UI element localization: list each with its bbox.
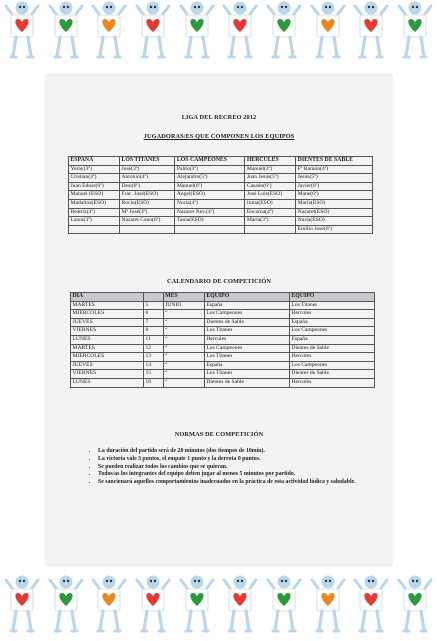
match-row <box>71 318 375 327</box>
table-cell: Rocío(ESO) <box>119 199 174 208</box>
teams-heading: JUGADORAS/ES QUE COMPONEN LOS EQUIPOS <box>143 133 295 140</box>
table-cell: España <box>204 301 289 310</box>
table-cell: Casado(6º) <box>245 182 296 191</box>
table-cell: Los Campeones <box>289 327 374 336</box>
table-cell: Desi(6º) <box>119 182 174 191</box>
table-cell: Juan Jesús(5º) <box>245 174 296 183</box>
kid-holding-heart-icon <box>2 0 42 67</box>
match-row <box>71 378 375 387</box>
decorative-border-top <box>0 0 437 66</box>
column-header: EQUIPO <box>289 293 374 302</box>
match-row <box>71 301 375 310</box>
table-cell: Manuel(6º) <box>175 182 245 191</box>
table-cell: Emilio José(6º) <box>296 225 373 234</box>
table-cell: “ <box>163 318 204 327</box>
team-row <box>69 217 373 226</box>
column-header: DIENTES DE SABLE <box>296 157 373 166</box>
team-row <box>69 174 373 183</box>
kid-holding-heart-icon <box>264 574 304 641</box>
kid-holding-heart-icon <box>177 574 217 641</box>
kid-holding-heart-icon <box>133 0 173 67</box>
kid-holding-heart-icon <box>264 0 304 67</box>
kid-holding-heart-icon <box>351 574 391 641</box>
table-cell: “ <box>163 344 204 353</box>
kid-holding-heart-icon <box>177 0 217 67</box>
table-cell <box>175 225 245 234</box>
table-cell: Los Campeones <box>204 344 289 353</box>
table-cell: 13 <box>144 353 164 362</box>
match-row <box>71 361 375 370</box>
table-cell: Antonio(4º) <box>119 174 174 183</box>
table-cell: “ <box>163 310 204 319</box>
table-cell: Alejandro(5º) <box>175 174 245 183</box>
table-cell: Encarna(4º) <box>245 208 296 217</box>
column-header: ESPAÑA <box>69 157 120 166</box>
match-row <box>71 344 375 353</box>
kid-holding-heart-icon <box>395 0 435 67</box>
table-cell: Manuel (ESO) <box>69 191 120 200</box>
table-cell: Laura(3º) <box>69 217 120 226</box>
table-cell: Nazaret Nev.(4º) <box>175 208 245 217</box>
decorative-border-bottom <box>0 574 437 640</box>
table-cell: Los Campeones <box>289 361 374 370</box>
table-cell: Fº Ramón(4º) <box>296 165 373 174</box>
kid-holding-heart-icon <box>2 574 42 641</box>
kid-holding-heart-icon <box>220 574 260 641</box>
rules-list <box>86 448 388 487</box>
rule-item: • Todos/as los integrantes del equipo deben jugar al menos 5 minutos por partido. <box>98 471 388 479</box>
table-cell: María(3º) <box>245 217 296 226</box>
team-row <box>69 199 373 208</box>
table-cell: Madalina(ESO) <box>69 199 120 208</box>
match-row <box>71 353 375 362</box>
table-cell: Los Titanes <box>204 370 289 379</box>
table-cell: Los Campeones <box>204 310 289 319</box>
table-cell <box>245 225 296 234</box>
rule-item: • Se pueden realizar todos los cambios que se quieran. <box>98 464 388 472</box>
kid-holding-heart-icon <box>89 574 129 641</box>
table-cell: José(3º) <box>119 165 174 174</box>
table-cell: Los Titanes <box>289 301 374 310</box>
table-cell: Hercules <box>289 310 374 319</box>
table-cell: MIERCOLES <box>71 310 144 319</box>
column-header: MES <box>163 293 204 302</box>
table-cell: “ <box>163 335 204 344</box>
table-cell: Dientes de Sable <box>204 378 289 387</box>
table-cell: Hercules <box>289 378 374 387</box>
table-cell: MARTES <box>71 301 144 310</box>
table-cell: MARTES <box>71 344 144 353</box>
table-cell: 14 <box>144 361 164 370</box>
teams-table <box>68 156 373 234</box>
match-row <box>71 310 375 319</box>
table-cell: Frac. José(ESO) <box>119 191 174 200</box>
table-cell: Beatriz(4º) <box>69 208 120 217</box>
table-cell: España <box>289 318 374 327</box>
table-cell: Inma(ESO) <box>245 199 296 208</box>
table-cell: Dientes de Sable <box>204 318 289 327</box>
table-cell: Ángel(ESO) <box>175 191 245 200</box>
table-cell: Manuel(3º) <box>245 165 296 174</box>
table-cell: 11 <box>144 335 164 344</box>
table-cell: LUNES <box>71 378 144 387</box>
table-cell: Nazaret(ESO) <box>296 208 373 217</box>
table-cell: 15 <box>144 370 164 379</box>
match-row <box>71 327 375 336</box>
table-cell: Hercules <box>204 335 289 344</box>
table-cell: VIERNES <box>71 327 144 336</box>
table-cell: VIERNES <box>71 370 144 379</box>
kid-holding-heart-icon <box>220 0 260 67</box>
table-cell: “ <box>163 361 204 370</box>
kid-holding-heart-icon <box>133 574 173 641</box>
team-row <box>69 191 373 200</box>
table-cell: José Luis(ESO) <box>245 191 296 200</box>
table-cell: JUEVES <box>71 361 144 370</box>
table-cell <box>69 225 120 234</box>
document-title: LIGA DEL RECREO 2012 <box>181 114 257 121</box>
table-cell: Los Titanes <box>204 327 289 336</box>
table-cell: Nuria(4º) <box>175 199 245 208</box>
column-header: LOS CAMPEONES <box>175 157 245 166</box>
table-cell: “ <box>163 370 204 379</box>
team-row <box>69 182 373 191</box>
table-cell: Mane(6º) <box>296 191 373 200</box>
table-cell: Nazaret Cano(6º) <box>119 217 174 226</box>
kid-holding-heart-icon <box>351 0 391 67</box>
table-cell: Yeray(3º) <box>69 165 120 174</box>
match-row <box>71 370 375 379</box>
table-cell: 5 <box>144 301 164 310</box>
kid-holding-heart-icon <box>46 0 86 67</box>
kid-holding-heart-icon <box>308 574 348 641</box>
team-row <box>69 225 373 234</box>
kid-holding-heart-icon <box>395 574 435 641</box>
table-cell: Juan Eduar(6º) <box>69 182 120 191</box>
table-cell: Hercules <box>289 353 374 362</box>
table-cell: Dientes de Sable <box>289 370 374 379</box>
kid-holding-heart-icon <box>46 574 86 641</box>
table-cell: Mª José(4º) <box>119 208 174 217</box>
table-cell: 6 <box>144 310 164 319</box>
calendar-heading: CALENDARIO DE COMPETICIÓN <box>167 278 271 285</box>
column-header: EQUIPO <box>204 293 289 302</box>
table-cell: María(ESO) <box>296 199 373 208</box>
table-cell: España <box>204 361 289 370</box>
document-page <box>46 74 392 566</box>
calendar-table <box>70 292 375 388</box>
table-cell: Cristian(4º) <box>69 174 120 183</box>
column-header <box>144 293 164 302</box>
table-cell: Dientes de Sable <box>289 344 374 353</box>
table-cell: JUEVES <box>71 318 144 327</box>
table-cell: 18 <box>144 378 164 387</box>
match-row <box>71 335 375 344</box>
table-cell: 7 <box>144 318 164 327</box>
kid-holding-heart-icon <box>308 0 348 67</box>
table-cell: Tania(ESO) <box>175 217 245 226</box>
table-cell: Los Titanes <box>204 353 289 362</box>
table-cell: Nuria(ESO) <box>296 217 373 226</box>
table-cell: “ <box>163 327 204 336</box>
table-cell: MIERCOLES <box>71 353 144 362</box>
kid-holding-heart-icon <box>89 0 129 67</box>
table-cell: Pablo(3º) <box>175 165 245 174</box>
rule-item: • Se sancionará aquellos comportamientos inadecuados en la práctica de esta actividad lúdica y saludable. <box>98 479 388 487</box>
rules-heading: NORMAS DE COMPETICIÓN <box>174 431 264 438</box>
team-row <box>69 165 373 174</box>
table-cell: 8 <box>144 327 164 336</box>
table-cell: 12 <box>144 344 164 353</box>
table-cell: JUNIO <box>163 301 204 310</box>
table-cell <box>119 225 174 234</box>
rule-item: • La duración del partido será de 20 minutos (dos tiempos de 10min). <box>98 448 388 456</box>
column-header: DÍA <box>71 293 144 302</box>
column-header: LOS TITANES <box>119 157 174 166</box>
table-cell: LUNES <box>71 335 144 344</box>
table-cell: Javier(6º) <box>296 182 373 191</box>
table-cell: Jesús(5º) <box>296 174 373 183</box>
table-cell: “ <box>163 353 204 362</box>
column-header: HERCULES <box>245 157 296 166</box>
table-cell: “ <box>163 378 204 387</box>
team-row <box>69 208 373 217</box>
table-cell: España <box>289 335 374 344</box>
rule-item: • La victoria vale 3 puntos, el empate 1 punto y la derrota 0 puntos. <box>98 456 388 464</box>
